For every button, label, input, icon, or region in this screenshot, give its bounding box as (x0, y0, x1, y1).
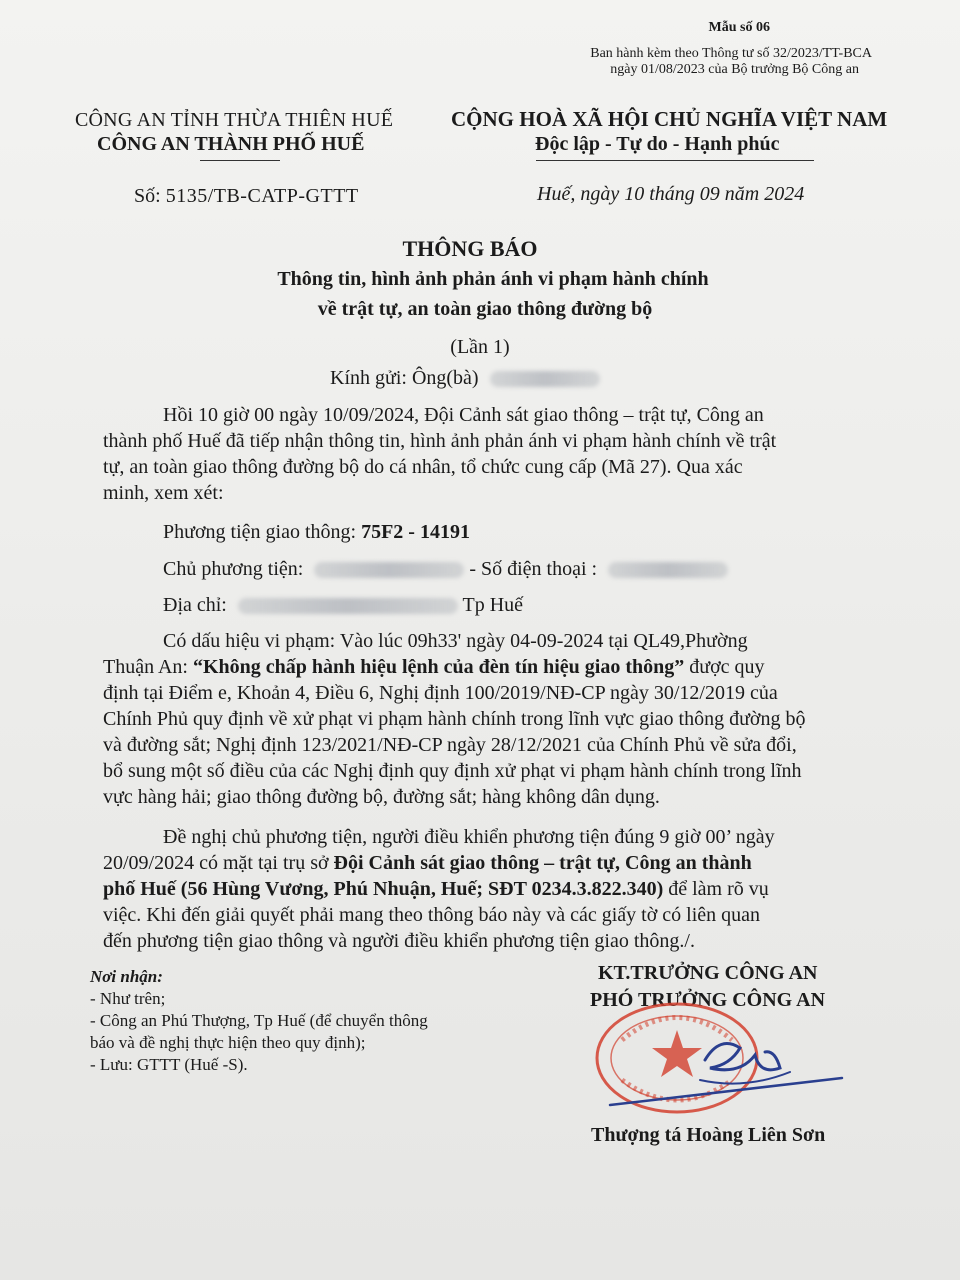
document-number-value: 5135/TB-CATP-GTTT (165, 185, 359, 207)
paragraph-line: đến phương tiện giao thông và người điều khiển phương tiện giao thông./. (103, 930, 695, 952)
address-field (163, 594, 523, 617)
paragraph-line: vực hàng hải; giao thông đường bộ, đường sắt; hàng không dân dụng. (103, 786, 660, 808)
office-name: Đội Cảnh sát giao thông – trật tự, Công an thành (333, 852, 752, 874)
nation-motto: Độc lập - Tự do - Hạnh phúc (535, 133, 780, 155)
paragraph-line: bổ sung một số điều của các Nghị định quy định xử phạt vi phạm hành chính trong lĩnh (103, 760, 802, 782)
form-issued-line1: Ban hành kèm theo Thông tư số 32/2023/TT-BCA (590, 46, 872, 61)
attempt-number: (Lần 1) (450, 336, 510, 358)
redacted-owner (314, 562, 464, 578)
paragraph-line: và đường sắt; Nghị định 123/2021/NĐ-CP ngày 28/12/2021 của Chính Phủ về sửa đổi, (103, 734, 797, 756)
vehicle-plate: 75F2 - 14191 (361, 521, 470, 543)
form-issued-line2: ngày 01/08/2023 của Bộ trưởng Bộ Công an (610, 62, 859, 77)
paragraph-line: minh, xem xét: (103, 482, 224, 504)
nation-name: CỘNG HOÀ XÃ HỘI CHỦ NGHĨA VIỆT NAM (451, 107, 888, 131)
paragraph-line: việc. Khi đến giải quyết phải mang theo thông báo này và các giấy tờ có liên quan (103, 904, 761, 926)
violation-description: “Không chấp hành hiệu lệnh của đèn tín hiệu giao thông” (193, 656, 685, 678)
place-date: Huế, ngày 10 tháng 09 năm 2024 (537, 183, 805, 205)
paragraph-violation (103, 628, 805, 810)
recipient-item-cont: báo và đề nghị thực hiện theo quy định); (90, 1033, 366, 1052)
vehicle-label: Phương tiện giao thông: (163, 521, 357, 543)
agency-unit: CÔNG AN THÀNH PHỐ HUẾ (97, 133, 365, 155)
office-address: phố Huế (56 Hùng Vương, Phú Nhuận, Huế; SĐT 0234.3.822.340) (103, 878, 664, 900)
phone-label: - Số điện thoại : (469, 558, 598, 580)
agency-parent: CÔNG AN TỈNH THỪA THIÊN HUẾ (75, 109, 394, 131)
text-run: 20/09/2024 có mặt tại trụ sở (103, 852, 334, 874)
paragraph-request (103, 824, 775, 954)
recipients-block (90, 966, 428, 1076)
handwritten-signature (580, 1020, 850, 1120)
greeting (330, 367, 600, 390)
paragraph-line: Chính Phủ quy định về xử phạt vi phạm hành chính trong lĩnh vực giao thông đường bộ (103, 708, 806, 730)
paragraph-line: Hồi 10 giờ 00 ngày 10/09/2024, Đội Cảnh sát giao thông – trật tự, Công an (163, 404, 764, 426)
paragraph-line (103, 654, 805, 680)
recipients-heading: Nơi nhận: (90, 967, 163, 986)
vehicle-field (163, 521, 470, 544)
signature-title-2: PHÓ TRƯỞNG CÔNG AN (590, 989, 826, 1011)
agency-underline (200, 160, 280, 161)
document-number-label: Số: (134, 185, 161, 207)
address-city: Tp Huế (462, 594, 524, 616)
paragraph-line: Có dấu hiệu vi phạm: Vào lúc 09h33' ngày 04-09-2024 tại QL49,Phường (163, 630, 748, 652)
signature-title-1: KT.TRƯỞNG CÔNG AN (598, 962, 818, 984)
paragraph-line (103, 850, 775, 876)
paragraph-line: tự, an toàn giao thông đường bộ do cá nhân, tổ chức cung cấp (Mã 27). Qua xác (103, 456, 743, 478)
recipient-item: - Như trên; (90, 989, 166, 1008)
text-run: được quy (684, 656, 765, 678)
document-subtitle-2: về trật tự, an toàn giao thông đường bộ (317, 298, 653, 320)
motto-underline (536, 160, 814, 161)
paragraph-line: Đề nghị chủ phương tiện, người điều khiển phương tiện đúng 9 giờ 00’ ngày (163, 826, 775, 848)
recipient-item: - Lưu: GTTT (Huế -S). (90, 1055, 248, 1074)
greeting-label: Kính gửi: Ông(bà) (330, 367, 479, 389)
document-number (134, 185, 359, 208)
redacted-name (490, 371, 600, 387)
redacted-phone (608, 562, 728, 578)
address-label: Địa chỉ: (163, 594, 227, 616)
paragraph-line (103, 876, 775, 902)
recipient-item: - Công an Phú Thượng, Tp Huế (để chuyển thông (90, 1011, 428, 1030)
paragraph-receipt (103, 402, 776, 506)
owner-label: Chủ phương tiện: (163, 558, 304, 580)
text-run: Thuận An: (103, 656, 193, 678)
signer-name: Thượng tá Hoàng Liên Sơn (591, 1124, 826, 1146)
text-run: để làm rõ vụ (663, 878, 769, 900)
paragraph-line: thành phố Huế đã tiếp nhận thông tin, hình ảnh phản ánh vi phạm hành chính về trật (103, 430, 777, 452)
form-number: Mẫu số 06 (708, 20, 770, 35)
document-title: THÔNG BÁO (402, 236, 538, 261)
owner-field (163, 558, 728, 581)
paragraph-line: định tại Điểm e, Khoản 4, Điều 6, Nghị định 100/2019/NĐ-CP ngày 30/12/2019 của (103, 682, 778, 704)
redacted-address (238, 598, 458, 614)
document-subtitle-1: Thông tin, hình ảnh phản ánh vi phạm hành chính (277, 268, 709, 290)
